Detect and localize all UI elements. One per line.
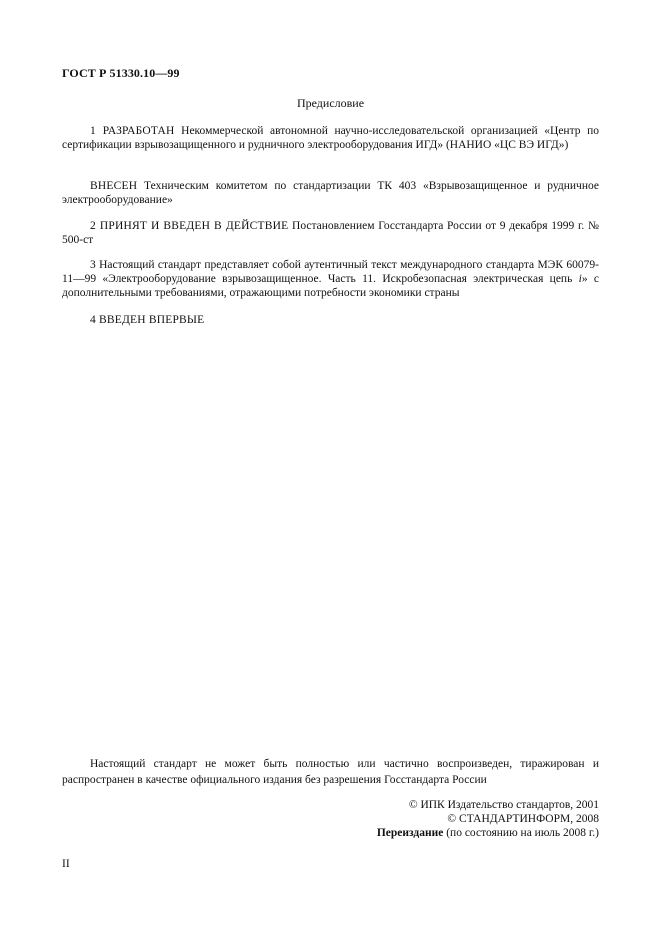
- copyright-line-1: © ИПК Издательство стандартов, 2001: [408, 799, 599, 811]
- paragraph-text: Техническим комитетом по стандартизации ТК 403 «Взрывозащищенное и рудничное электрооборудование»: [62, 180, 599, 206]
- page-number: II: [62, 858, 70, 870]
- copyright-block: [377, 798, 599, 840]
- paragraph-lead: 4 ВВЕДЕН ВПЕРВЫЕ: [90, 314, 205, 326]
- reissue-line: [377, 826, 599, 840]
- paragraph-text: Некоммерческой автономной научно-исследовательской организацией «Центр по сертификации взрывозащищенного и рудничного электрооборудования ИГД» (НАНИО «ЦС ВЭ ИГД»): [62, 125, 599, 151]
- copyright-line-2: © СТАНДАРТИНФОРМ, 2008: [447, 813, 599, 825]
- reproduction-notice: [62, 756, 599, 788]
- paragraph-italic: i: [578, 273, 582, 285]
- foreword-paragraph-adopted: [62, 219, 599, 247]
- document-code: ГОСТ Р 51330.10—99: [62, 66, 180, 80]
- paragraph-lead: 1 РАЗРАБОТАН: [90, 125, 175, 137]
- foreword-title: Предисловие: [296, 96, 365, 110]
- foreword-paragraph-introduced: [62, 179, 599, 207]
- paragraph-text: 3 Настоящий стандарт представляет собой аутентичный текст международного стандарта МЭК 60079-11—99 «Электрооборудование взрывозащищенное. Часть 11. Искробезопасная электрическая цепь: [62, 259, 599, 285]
- notice-text: Настоящий стандарт не может быть полностью или частично воспроизведен, тиражирован и распространен в качестве официального издания без разрешения Госстандарта России: [62, 758, 599, 786]
- paragraph-lead: 2 ПРИНЯТ И ВВЕДЕН В ДЕЙСТВИЕ: [90, 220, 289, 232]
- foreword-paragraph-developed: [62, 124, 599, 152]
- reissue-text: (по состоянию на июль 2008 г.): [443, 827, 599, 839]
- paragraph-lead: ВНЕСЕН: [90, 180, 138, 192]
- paragraph-text-end: » с дополнительными требованиями, отражающими потребности экономики страны: [62, 273, 599, 299]
- paragraph-text: Постановлением Госстандарта России от 9 декабря 1999 г. № 500-ст: [62, 220, 599, 246]
- reissue-label: Переиздание: [376, 827, 444, 839]
- foreword-paragraph-first-introduced: [62, 313, 599, 327]
- foreword-paragraph-authentic-text: [62, 258, 599, 300]
